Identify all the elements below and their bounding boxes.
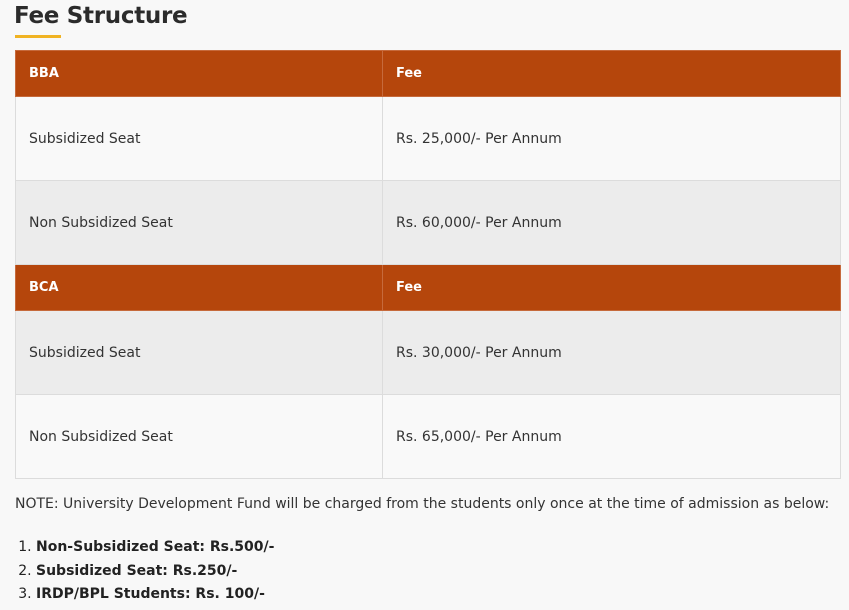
page-title: Fee Structure — [14, 3, 188, 29]
seat-type-cell: Non Subsidized Seat — [16, 181, 383, 265]
table-header-bca — [16, 265, 841, 311]
list-item: 3. IRDP/BPL Students: Rs. 100/- — [36, 583, 274, 607]
fee-cell: Rs. 25,000/- Per Annum — [383, 97, 841, 181]
header-fee: Fee — [383, 265, 841, 311]
seat-type-cell: Subsidized Seat — [16, 311, 383, 395]
header-fee: Fee — [383, 51, 841, 97]
table-row — [16, 97, 841, 181]
title-underline — [15, 35, 61, 38]
header-program: BBA — [16, 51, 383, 97]
list-item: 1. Non-Subsidized Seat: Rs.500/- — [36, 536, 274, 560]
seat-type-cell: Non Subsidized Seat — [16, 395, 383, 479]
table-row — [16, 311, 841, 395]
development-fund-note: NOTE: University Development Fund will be charged from the students only once at the time of admission as below: — [15, 496, 830, 512]
development-fund-list — [36, 536, 274, 607]
fee-table — [15, 50, 841, 479]
list-item: 2. Subsidized Seat: Rs.250/- — [36, 560, 274, 584]
table-row — [16, 181, 841, 265]
table-row — [16, 395, 841, 479]
header-program: BCA — [16, 265, 383, 311]
fee-cell: Rs. 60,000/- Per Annum — [383, 181, 841, 265]
seat-type-cell: Subsidized Seat — [16, 97, 383, 181]
fee-cell: Rs. 65,000/- Per Annum — [383, 395, 841, 479]
fee-cell: Rs. 30,000/- Per Annum — [383, 311, 841, 395]
table-header-bba — [16, 51, 841, 97]
